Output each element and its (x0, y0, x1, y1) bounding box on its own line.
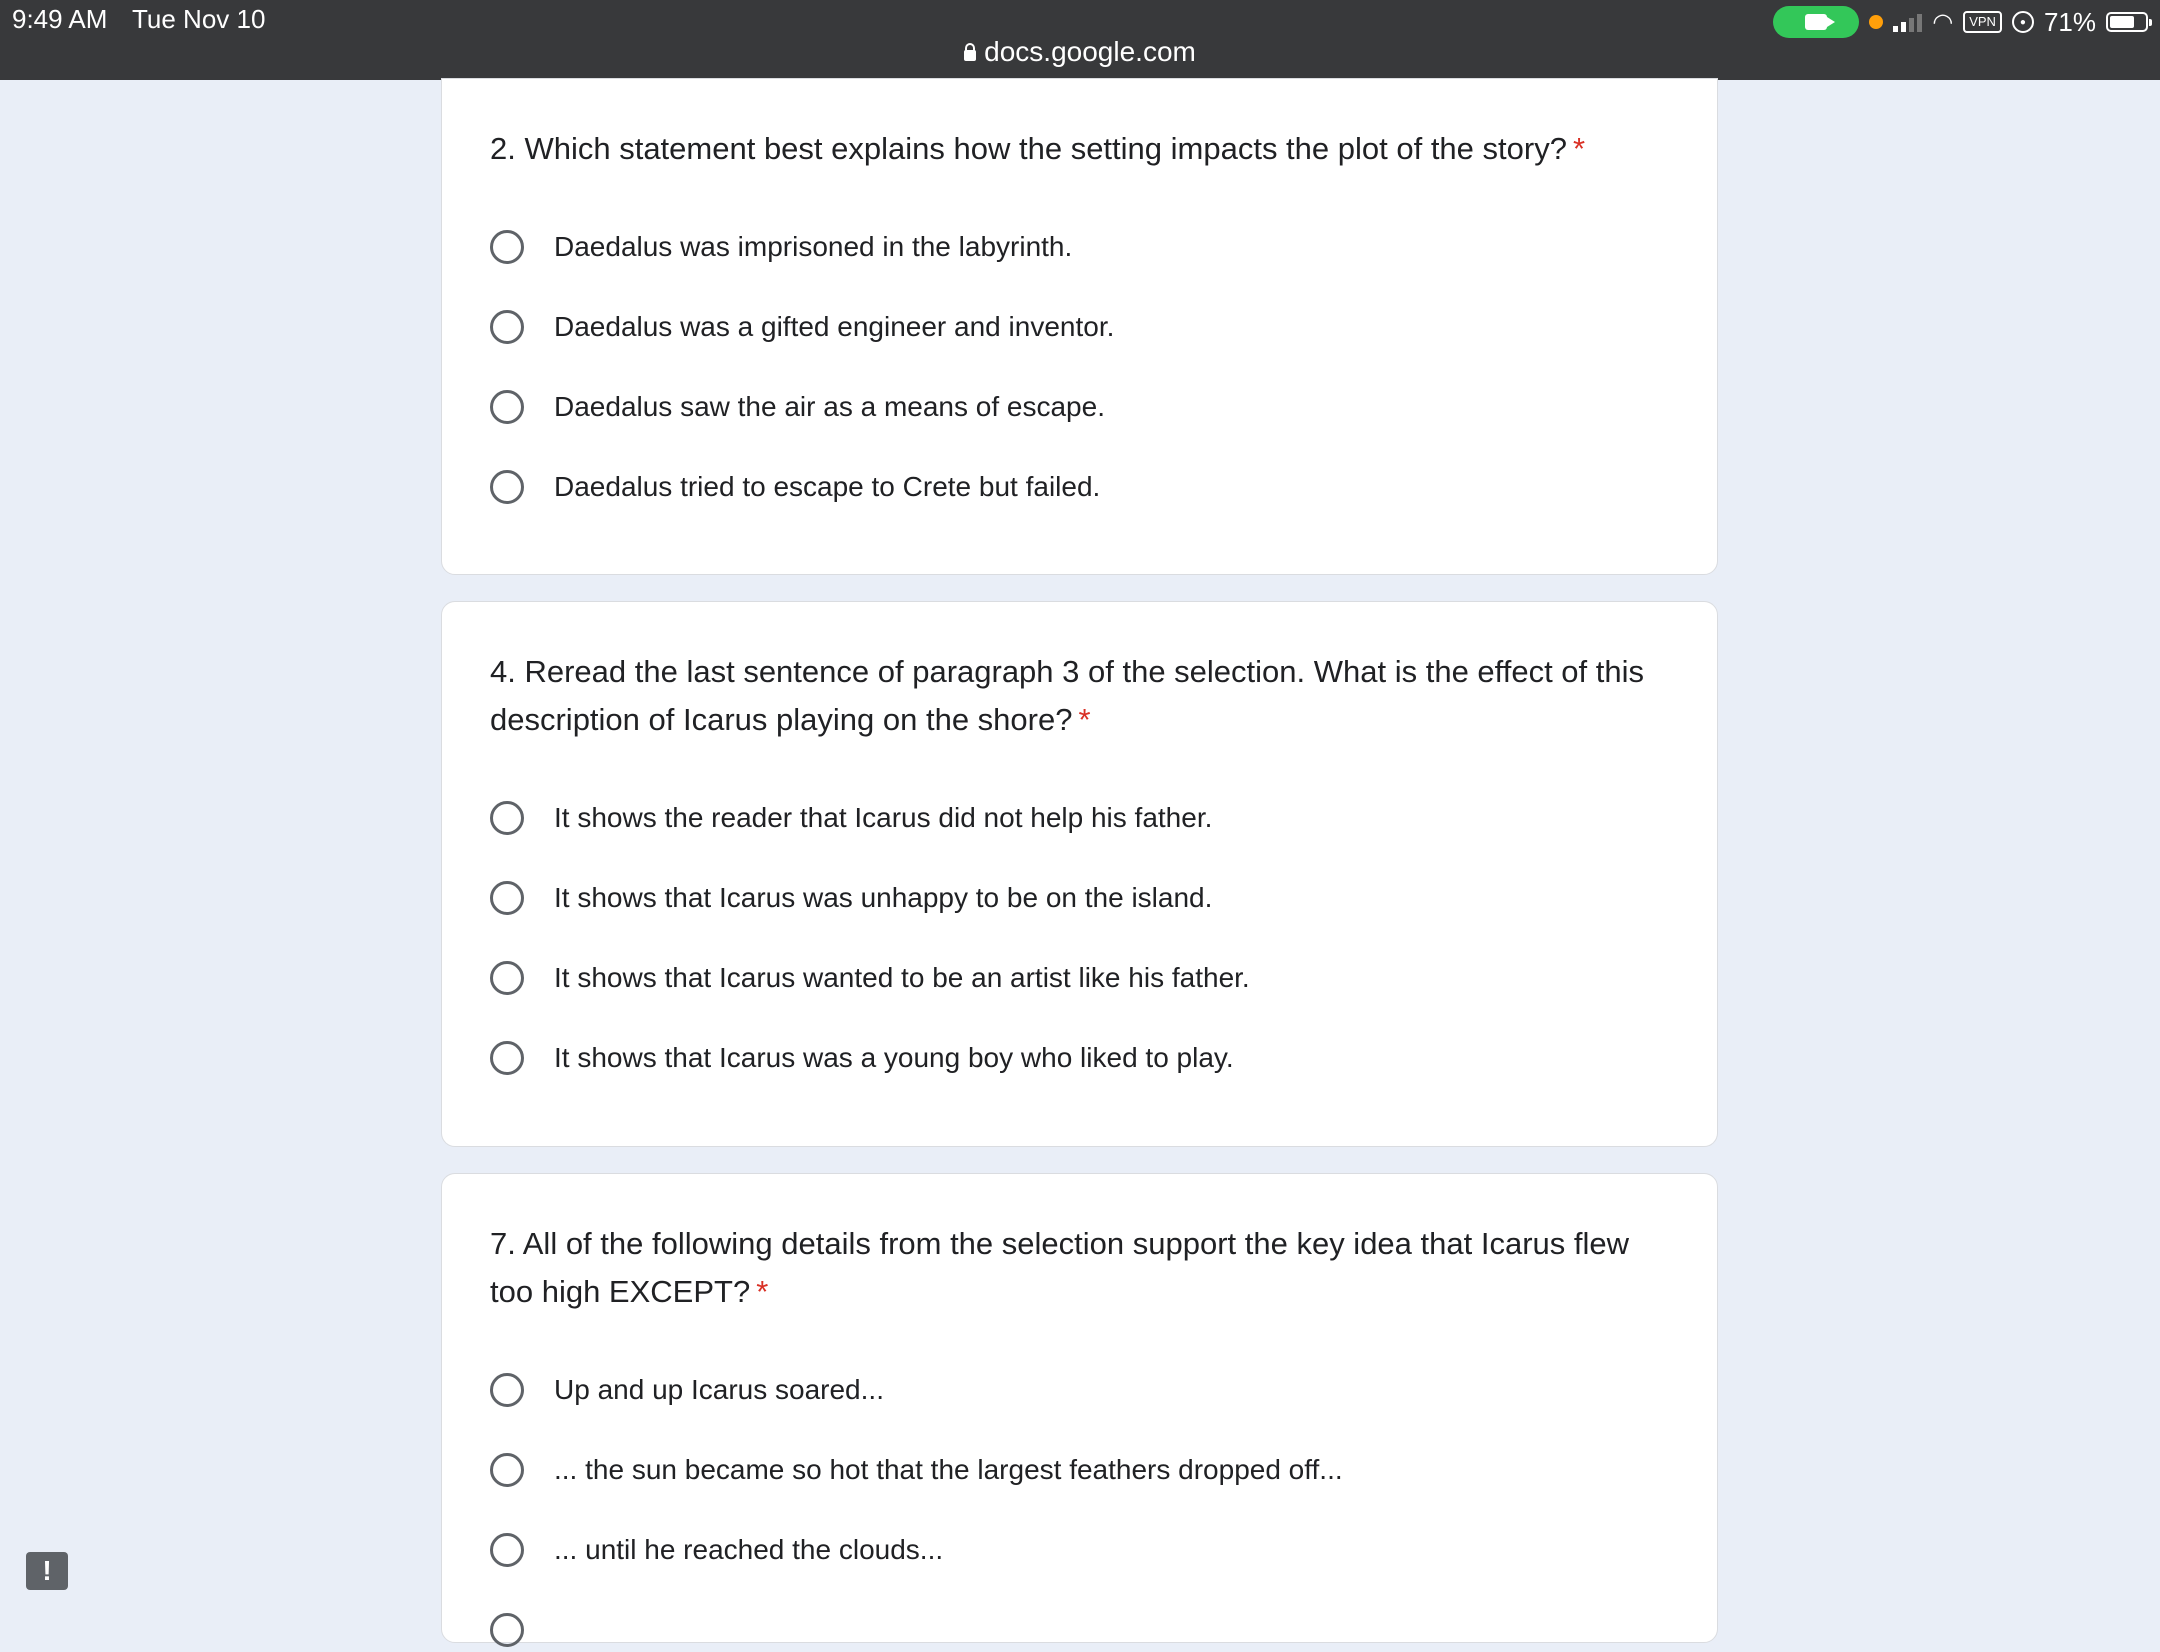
radio-button[interactable] (490, 1373, 524, 1407)
option-label: ... until he reached the clouds... (554, 1534, 944, 1565)
cellular-signal-icon (1893, 12, 1922, 32)
answer-option[interactable] (490, 305, 1114, 349)
radio-button[interactable] (490, 230, 524, 264)
radio-button[interactable] (490, 1613, 524, 1647)
radio-button[interactable] (490, 1453, 524, 1487)
answer-option[interactable] (490, 1528, 943, 1572)
option-label: Daedalus was a gifted engineer and inventor. (554, 311, 1115, 342)
rotation-lock-icon: ● (2012, 11, 2034, 33)
answer-option[interactable] (490, 1448, 1343, 1492)
status-time: 9:49 AM (12, 4, 108, 34)
facetime-indicator[interactable] (1773, 6, 1859, 38)
status-icons (1773, 4, 2148, 40)
answer-option[interactable] (490, 465, 1100, 509)
vpn-icon: VPN (1963, 11, 2002, 33)
answer-option[interactable] (490, 796, 1212, 840)
url-text: docs.google.com (984, 36, 1196, 67)
answer-option[interactable] (490, 225, 1072, 269)
lock-icon (964, 50, 976, 61)
address-bar[interactable] (0, 36, 2160, 68)
question-card (441, 601, 1718, 1147)
option-label: Daedalus saw the air as a means of escape. (554, 391, 1105, 422)
radio-button[interactable] (490, 881, 524, 915)
answer-option[interactable] (490, 1368, 884, 1412)
answer-option[interactable] (490, 956, 1250, 1000)
question-card (441, 1173, 1718, 1643)
option-label: Daedalus was imprisoned in the labyrinth. (554, 231, 1073, 262)
radio-button[interactable] (490, 801, 524, 835)
question-text: 7. All of the following details from the selection support the key idea that Icarus flew too high EXCEPT? (490, 1226, 1630, 1309)
radio-button[interactable] (490, 1533, 524, 1567)
option-label: It shows that Icarus wanted to be an artist like his father. (554, 962, 1250, 993)
option-label: Up and up Icarus soared... (554, 1374, 884, 1405)
option-label: ... the sun became so hot that the largest feathers dropped off... (554, 1454, 1343, 1485)
radio-button[interactable] (490, 390, 524, 424)
report-abuse-button[interactable]: ! (26, 1552, 68, 1590)
question-text: 2. Which statement best explains how the setting impacts the plot of the story? (490, 131, 1567, 166)
required-asterisk: * (1078, 702, 1091, 737)
wifi-icon: ◠ (1932, 8, 1954, 36)
status-bar (0, 0, 2160, 80)
radio-button[interactable] (490, 470, 524, 504)
question-title (490, 125, 1670, 173)
question-title (490, 648, 1670, 744)
option-label: It shows the reader that Icarus did not help his father. (554, 802, 1213, 833)
battery-fill (2110, 16, 2134, 28)
required-asterisk: * (1572, 131, 1586, 166)
battery-percent: 71% (2043, 6, 2096, 37)
option-label: It shows that Icarus was a young boy who liked to play. (554, 1042, 1234, 1073)
radio-button[interactable] (490, 1041, 524, 1075)
question-title (490, 1220, 1670, 1316)
question-text: 4. Reread the last sentence of paragraph 3 of the selection. What is the effect of this description of Icarus playing on the shore? (490, 654, 1645, 737)
option-label: Daedalus tried to escape to Crete but failed. (554, 471, 1101, 502)
answer-option-partial[interactable] (490, 1608, 524, 1652)
question-card (441, 78, 1718, 575)
answer-option[interactable] (490, 385, 1105, 429)
radio-button[interactable] (490, 961, 524, 995)
video-camera-icon (1805, 14, 1827, 30)
microphone-indicator-icon (1869, 15, 1883, 29)
answer-option[interactable] (490, 876, 1212, 920)
required-asterisk: * (756, 1274, 769, 1309)
battery-icon (2106, 12, 2148, 32)
status-date: Tue Nov 10 (132, 4, 266, 34)
radio-button[interactable] (490, 310, 524, 344)
answer-option[interactable] (490, 1036, 1234, 1080)
option-label: It shows that Icarus was unhappy to be on the island. (554, 882, 1213, 913)
